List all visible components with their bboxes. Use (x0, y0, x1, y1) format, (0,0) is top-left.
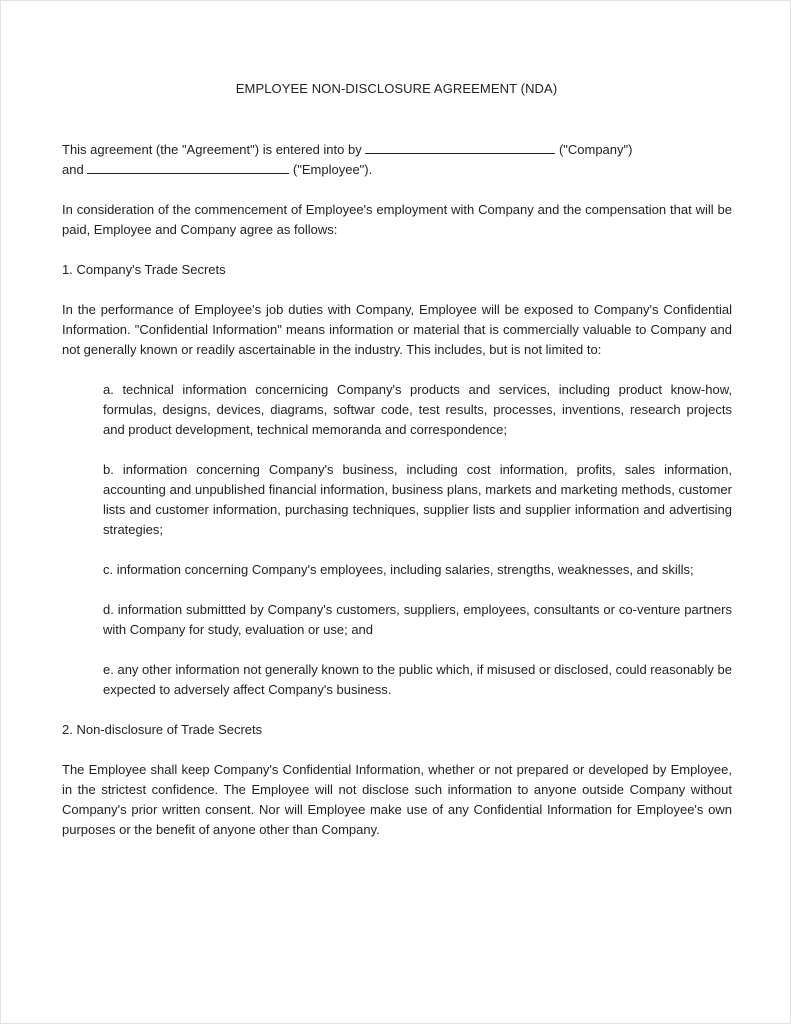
spacer (62, 360, 732, 380)
section-1-body: In the performance of Employee's job duties with Company, Employee will be exposed to Company's Confidential Information. "Confidential Information" means information or material that is commercially valuable to Company and not generally known or readily ascertainable in the industry. This includes, but is not limited to: (62, 302, 732, 357)
spacer (62, 180, 732, 200)
spacer (62, 280, 732, 300)
list-item-c: c. information concerning Company's employees, including salaries, strengths, weaknesses, and skills; (103, 562, 694, 577)
list-item-d: d. information submittted by Company's customers, suppliers, employees, consultants or co-venture partners with Company for study, evaluation or use; and (103, 602, 732, 637)
section-1-heading: 1. Company's Trade Secrets (62, 262, 226, 277)
company-blank-line (365, 140, 555, 154)
spacer (62, 240, 732, 260)
consideration-paragraph: In consideration of the commencement of Employee's employment with Company and the compensation that will be paid, Employee and Company agree as follows: (62, 202, 732, 237)
list-item-e: e. any other information not generally known to the public which, if misused or disclosed, could reasonably be expected to adversely affect Company's business. (103, 662, 732, 697)
list-item-a: a. technical information concernicing Company's products and services, including product know-how, formulas, designs, devices, diagrams, softwar code, test results, processes, inventions, research projects and product development, technical memoranda and correspondence; (103, 382, 732, 437)
intro-line-employee (62, 160, 732, 180)
employee-blank-line (87, 160, 289, 174)
intro-line-company (62, 140, 732, 160)
spacer (103, 440, 732, 460)
section-2-heading: 2. Non-disclosure of Trade Secrets (62, 722, 263, 737)
spacer (62, 740, 732, 760)
intro-line2-prefix: and (62, 162, 88, 177)
spacer (62, 700, 732, 720)
section-1-list (62, 380, 732, 700)
list-item-b: b. information concerning Company's business, including cost information, profits, sales information, accounting and unpublished financial information, business plans, markets and marketing methods, customer lists and customer information, purchasing techniques, supplier lists and supplier information and advertising strategies; (103, 462, 732, 537)
spacer (103, 540, 732, 560)
document-body (62, 140, 732, 840)
intro-line2-suffix: ("Employee"). (289, 162, 373, 177)
section-2-body: The Employee shall keep Company's Confidential Information, whether or not prepared or developed by Employee, in the strictest confidence. The Employee will not disclose such information to anyone outside Company without Company's prior written consent. Nor will Employee make use of any Confidential Information for Employee's own purposes or the benefit of anyone other than Company. (62, 762, 732, 837)
spacer (103, 580, 732, 600)
document-title: EMPLOYEE NON-DISCLOSURE AGREEMENT (NDA) (235, 81, 558, 96)
spacer (103, 640, 732, 660)
intro-line1-suffix: ("Company") (555, 142, 633, 157)
intro-line1-prefix: This agreement (the "Agreement") is entered into by (62, 142, 366, 157)
